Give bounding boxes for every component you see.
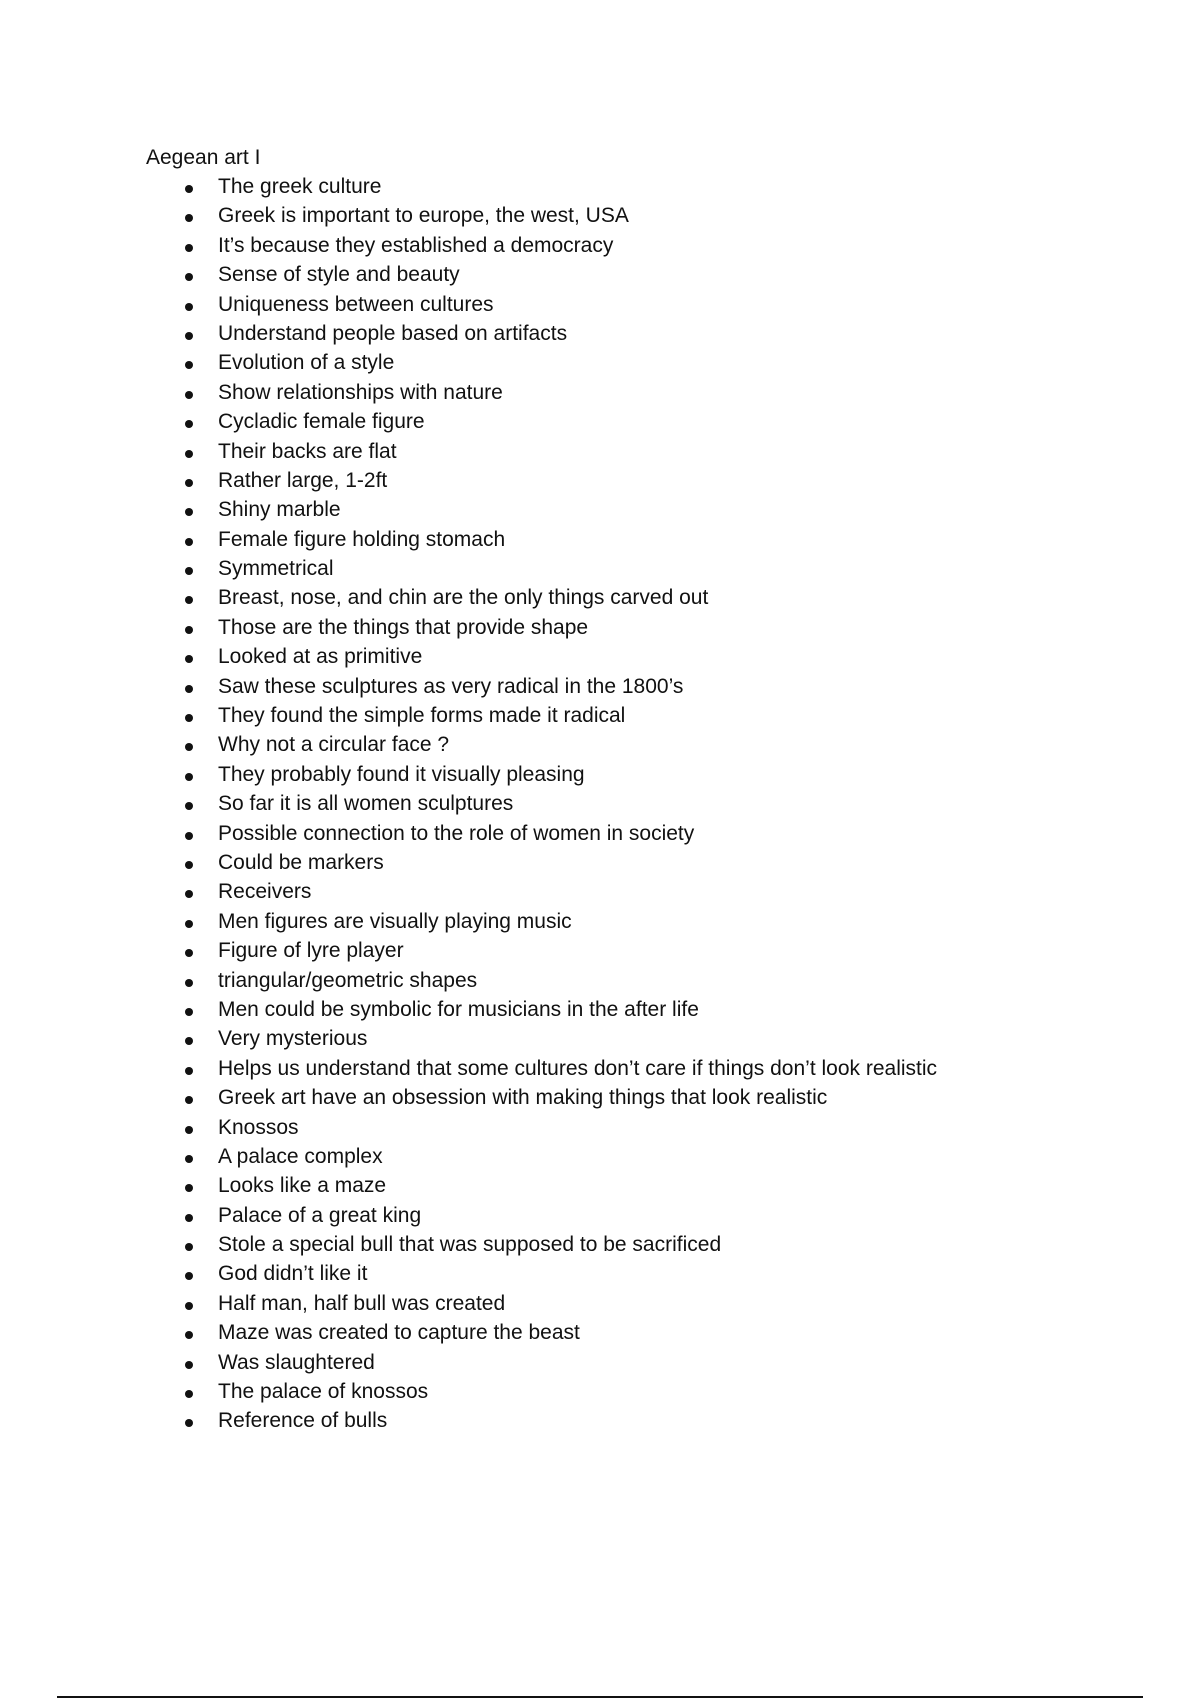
- bullet-icon: [185, 1184, 193, 1192]
- list-item-text: Understand people based on artifacts: [218, 321, 568, 345]
- bullet-icon: [185, 508, 193, 516]
- bullet-icon: [185, 655, 193, 663]
- list-item-text: It’s because they established a democracy: [218, 233, 614, 257]
- list-item-text: So far it is all women sculptures: [218, 792, 514, 816]
- list-item-text: Possible connection to the role of women in society: [218, 821, 695, 845]
- list-item-text: Sense of style and beauty: [218, 263, 460, 287]
- list-item-text: God didn’t like it: [218, 1262, 368, 1286]
- bullet-icon: [185, 1155, 193, 1163]
- list-item-text: Their backs are flat: [218, 439, 397, 463]
- list-item-text: They found the simple forms made it radical: [218, 704, 626, 728]
- bullet-icon: [185, 920, 193, 928]
- bullet-icon: [185, 1302, 193, 1310]
- bullet-icon: [185, 1243, 193, 1251]
- bullet-icon: [185, 391, 193, 399]
- list-item-text: Evolution of a style: [218, 351, 395, 375]
- list-item-text: Greek is important to europe, the west, USA: [218, 204, 629, 228]
- bullet-icon: [185, 714, 193, 722]
- list-item-text: The palace of knossos: [218, 1380, 429, 1404]
- bullet-icon: [185, 773, 193, 781]
- bullet-icon: [185, 361, 193, 369]
- bullet-icon: [185, 861, 193, 869]
- bullet-icon: [185, 450, 193, 458]
- list-item-text: Greek art have an obsession with making things that look realistic: [218, 1086, 828, 1110]
- list-item-text: Half man, half bull was created: [218, 1291, 506, 1315]
- bullet-icon: [185, 1126, 193, 1134]
- list-item-text: Was slaughtered: [218, 1350, 375, 1374]
- list-item-text: Female figure holding stomach: [218, 527, 506, 551]
- list-item-text: Receivers: [218, 880, 312, 904]
- bullet-icon: [185, 1331, 193, 1339]
- list-item-text: The greek culture: [218, 175, 382, 198]
- list-item-text: Helps us understand that some cultures don’t care if things don’t look realistic: [218, 1056, 938, 1080]
- list-item-text: triangular/geometric shapes: [218, 968, 478, 992]
- list-item-text: Men could be symbolic for musicians in the after life: [218, 997, 699, 1021]
- bullet-icon: [185, 1008, 193, 1016]
- list-item-text: Shiny marble: [218, 498, 341, 522]
- list-item-text: Stole a special bull that was supposed to be sacrificed: [218, 1233, 722, 1257]
- list-item-text: Show relationships with nature: [218, 380, 503, 404]
- bullet-icon: [185, 244, 193, 252]
- list-item-text: Palace of a great king: [218, 1203, 422, 1227]
- bullet-icon: [185, 1067, 193, 1075]
- bullet-icon: [185, 802, 193, 810]
- list-item-text: Knossos: [218, 1115, 299, 1139]
- list-item-text: Maze was created to capture the beast: [218, 1321, 580, 1345]
- bullet-icon: [185, 979, 193, 987]
- bullet-icon: [185, 949, 193, 957]
- bullet-icon: [185, 479, 193, 487]
- list-item-text: Men figures are visually playing music: [218, 909, 572, 933]
- bullet-icon: [185, 538, 193, 546]
- list-item-text: Very mysterious: [218, 1027, 368, 1051]
- list-item-text: They probably found it visually pleasing: [218, 762, 585, 786]
- bullet-icon: [185, 890, 193, 898]
- list-item-text: Saw these sculptures as very radical in the 1800’s: [218, 674, 684, 698]
- bullet-icon: [185, 743, 193, 751]
- list-item-text: Those are the things that provide shape: [218, 615, 589, 639]
- list-item-text: Figure of lyre player: [218, 939, 404, 963]
- bullet-icon: [185, 626, 193, 634]
- list-item-text: Rather large, 1-2ft: [218, 468, 388, 492]
- bullet-icon: [185, 420, 193, 428]
- list-item-text: Could be markers: [218, 850, 384, 874]
- list-item-text: Symmetrical: [218, 557, 334, 581]
- bullet-icon: [185, 1361, 193, 1369]
- page-bottom-rule: [57, 1696, 1143, 1698]
- list-item-text: A palace complex: [218, 1144, 383, 1168]
- bullet-icon: [185, 214, 193, 222]
- bullet-icon: [185, 567, 193, 575]
- list-item-text: Looked at as primitive: [218, 645, 423, 669]
- list-item-text: Uniqueness between cultures: [218, 292, 494, 316]
- bullet-icon: [185, 185, 193, 193]
- bullet-icon: [185, 1096, 193, 1104]
- bullet-icon: [185, 273, 193, 281]
- bullet-icon: [185, 1390, 193, 1398]
- list-item-text: Breast, nose, and chin are the only things carved out: [218, 586, 709, 610]
- list-item-text: Looks like a maze: [218, 1174, 387, 1198]
- bullet-icon: [185, 685, 193, 693]
- document-title: Aegean art I: [146, 146, 261, 169]
- bullet-icon: [185, 1272, 193, 1280]
- list-item-text: Reference of bulls: [218, 1409, 388, 1433]
- bullet-icon: [185, 832, 193, 840]
- bullet-icon: [185, 596, 193, 604]
- list-item-text: Cycladic female figure: [218, 410, 425, 434]
- bullet-icon: [185, 303, 193, 311]
- bullet-icon: [185, 1037, 193, 1045]
- bullet-icon: [185, 332, 193, 340]
- bullet-icon: [185, 1214, 193, 1222]
- list-item-text: Why not a circular face ?: [218, 733, 450, 757]
- bullet-icon: [185, 1419, 193, 1427]
